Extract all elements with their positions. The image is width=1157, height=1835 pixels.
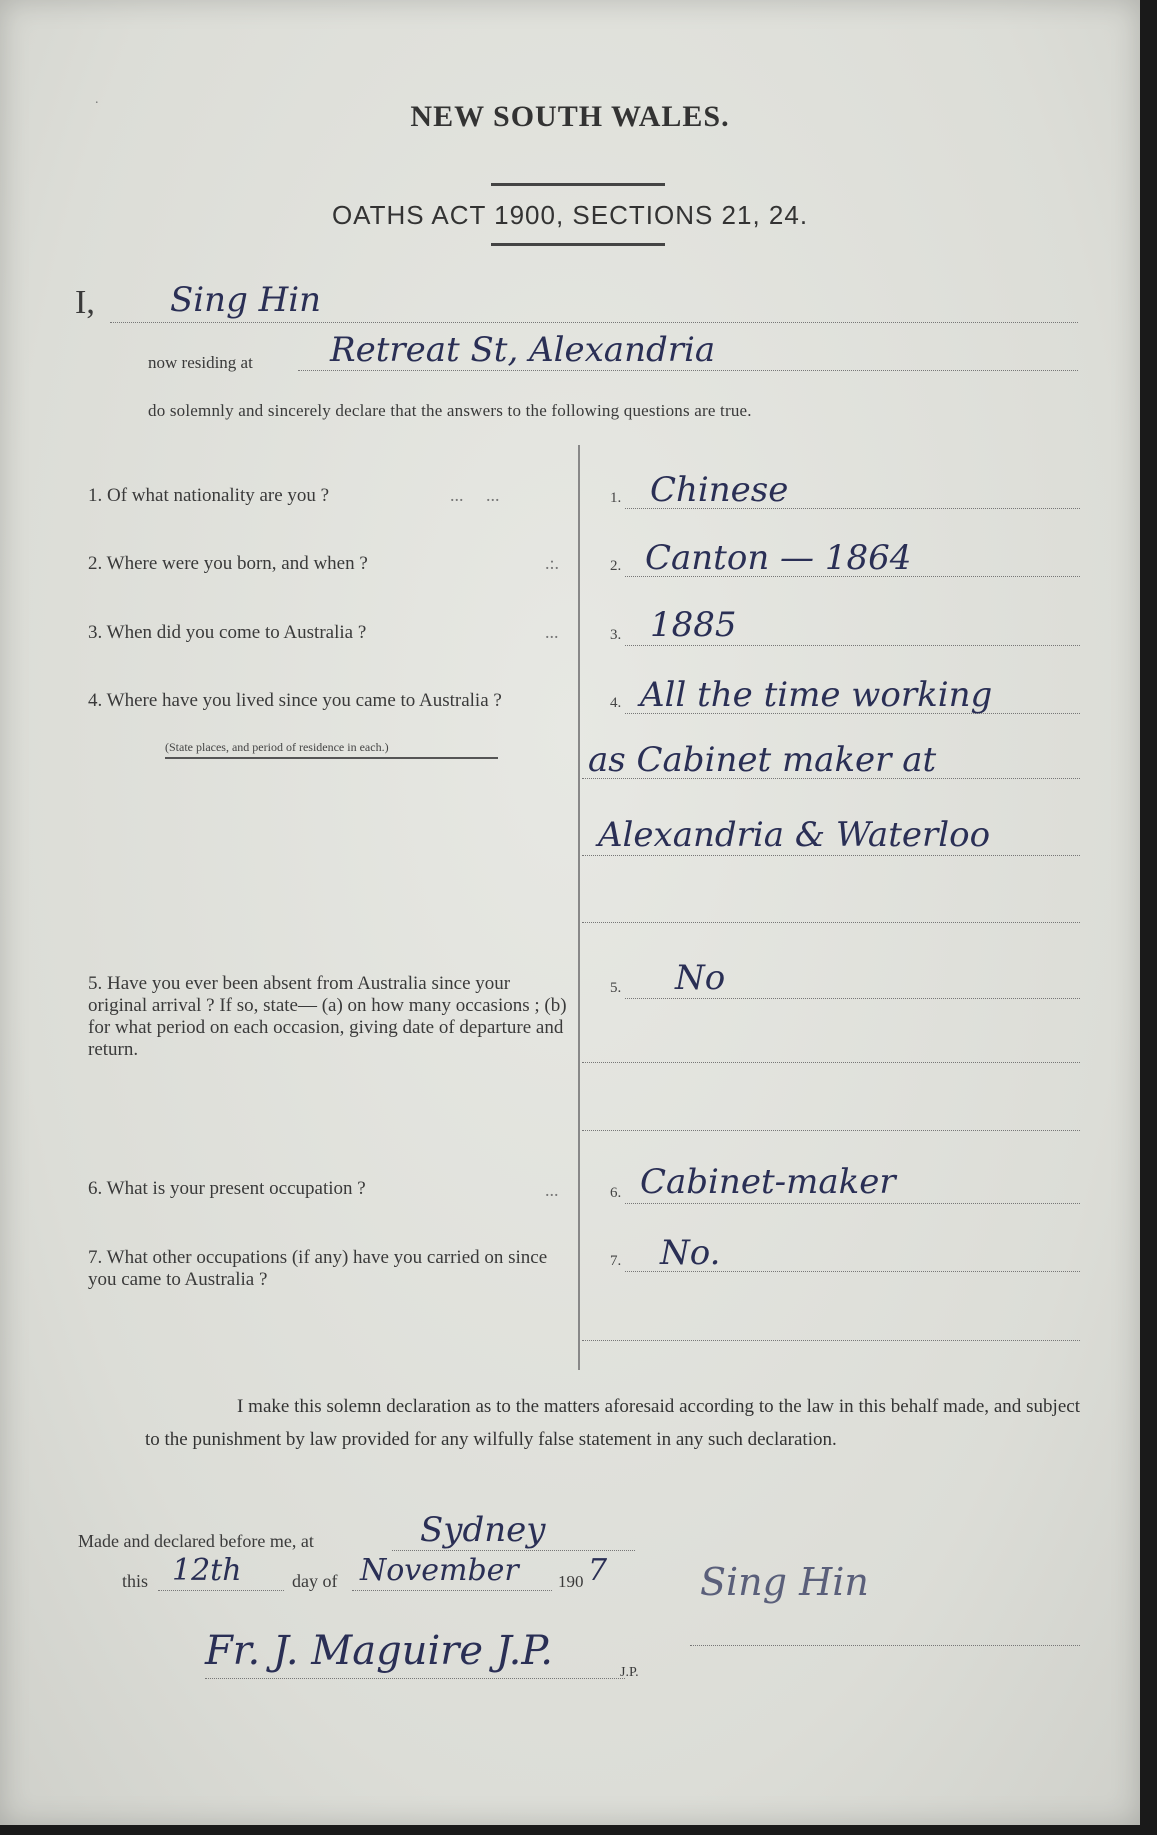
answer-6: Cabinet-maker bbox=[640, 1162, 896, 1202]
answer-number-3: 3. bbox=[610, 627, 622, 643]
answer-line-5a bbox=[625, 998, 1080, 999]
declarant-signature: Sing Hin bbox=[700, 1560, 869, 1604]
answer-number-4: 4. bbox=[610, 695, 622, 711]
answer-line-5c bbox=[582, 1130, 1080, 1131]
answer-number-5: 5. bbox=[610, 980, 622, 996]
witness-signature: Fr. J. Maguire J.P. bbox=[205, 1628, 553, 1674]
question-4: 4. Where have you lived since you came to Australia ? bbox=[88, 690, 502, 711]
question-1: 1. Of what nationality are you ? bbox=[88, 485, 330, 506]
form-subtitle: OATHS ACT 1900, SECTIONS 21, 24. bbox=[331, 200, 809, 230]
title-rule-top bbox=[491, 183, 665, 186]
answer-line-5b bbox=[582, 1062, 1080, 1063]
question-2: 2. Where were you born, and when ? bbox=[88, 553, 368, 574]
leader-dots-1: ... ... bbox=[450, 485, 500, 505]
question-7: 7. What other occupations (if any) have you carried on since you came to Australia ? bbox=[88, 1247, 548, 1290]
year-prefix: 190 bbox=[558, 1572, 584, 1591]
title-rule-bottom bbox=[491, 243, 665, 246]
declaration-place: Sydney bbox=[420, 1510, 546, 1550]
answer-number-1: 1. bbox=[610, 490, 622, 506]
name-line bbox=[110, 322, 1078, 323]
jp-label: J.P. bbox=[620, 1665, 639, 1680]
answer-1: Chinese bbox=[650, 470, 789, 510]
form-title: NEW SOUTH WALES. bbox=[410, 100, 730, 133]
declarant-prefix: I, bbox=[75, 284, 95, 321]
question-5: 5. Have you ever been absent from Australia since your original arrival ? If so, state— (a) on how many occasions ; (b) for what period on each occasion, giving date of departure and return. bbox=[88, 973, 567, 1060]
declarant-name: Sing Hin bbox=[170, 280, 322, 320]
answer-7: No. bbox=[660, 1233, 721, 1273]
answer-line-7b bbox=[582, 1340, 1080, 1341]
answer-3: 1885 bbox=[650, 605, 737, 645]
answer-line-6 bbox=[625, 1203, 1080, 1204]
answer-4-line-2: as Cabinet maker at bbox=[588, 740, 937, 780]
this-label: this bbox=[122, 1571, 149, 1591]
declaration-paragraph: I make this solemn declaration as to the matters aforesaid according to the law in this behalf made, and subject to the punishment by law provided for any wilfully false statement in any such declaration. bbox=[145, 1396, 1080, 1450]
day-line bbox=[158, 1590, 284, 1591]
declarant-signature-line bbox=[690, 1645, 1080, 1646]
question-3: 3. When did you come to Australia ? bbox=[88, 622, 367, 643]
leader-dots-2: .:. bbox=[545, 553, 560, 573]
leader-dots-6: ... bbox=[545, 1180, 559, 1200]
question-6: 6. What is your present occupation ? bbox=[88, 1178, 366, 1199]
column-divider bbox=[578, 445, 580, 1370]
answer-4-line-3: Alexandria & Waterloo bbox=[598, 815, 991, 855]
answer-line-4c bbox=[582, 855, 1080, 856]
question-4-rule bbox=[165, 757, 498, 759]
year-digit: 7 bbox=[588, 1553, 608, 1588]
question-4-note: (State places, and period of residence in each.) bbox=[165, 740, 389, 754]
declarant-address: Retreat St, Alexandria bbox=[330, 330, 716, 370]
declaration-day: 12th bbox=[172, 1553, 242, 1588]
residing-label: now residing at bbox=[148, 353, 253, 372]
answer-5: No bbox=[675, 958, 726, 998]
day-of-label: day of bbox=[292, 1571, 338, 1591]
answer-number-2: 2. bbox=[610, 558, 622, 574]
answer-number-7: 7. bbox=[610, 1253, 622, 1269]
month-line bbox=[352, 1590, 552, 1591]
declaration-statement: do solemnly and sincerely declare that the answers to the following questions are true. bbox=[148, 401, 752, 420]
answer-number-6: 6. bbox=[610, 1185, 622, 1201]
witness-line bbox=[205, 1678, 625, 1679]
answer-line-3 bbox=[625, 645, 1080, 646]
answer-4-line-1: All the time working bbox=[640, 675, 993, 715]
corner-mark: . bbox=[95, 92, 99, 107]
made-declared-label: Made and declared before me, at bbox=[78, 1531, 314, 1551]
leader-dots-3: ... bbox=[545, 622, 559, 642]
answer-line-4d bbox=[582, 922, 1080, 923]
place-line bbox=[392, 1550, 635, 1551]
declaration-month: November bbox=[360, 1553, 519, 1588]
address-line bbox=[298, 370, 1078, 371]
answer-2: Canton — 1864 bbox=[645, 538, 912, 578]
